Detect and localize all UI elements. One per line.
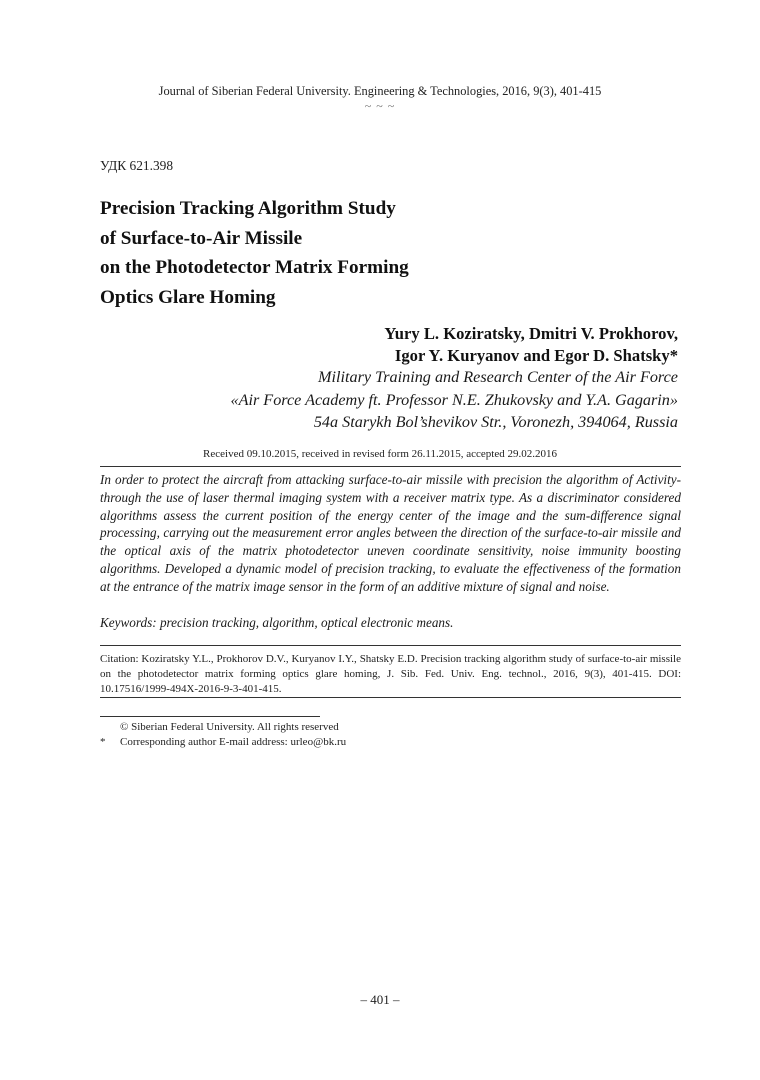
footnote-rule bbox=[100, 716, 320, 717]
authors-line: Igor Y. Kuryanov and Egor D. Shatsky* bbox=[394, 346, 678, 365]
title-line: of Surface-to-Air Missile bbox=[100, 227, 303, 249]
article-title bbox=[100, 194, 660, 312]
affiliation bbox=[230, 366, 678, 434]
journal-header: Journal of Siberian Federal University. Engineering & Technologies, 2016, 9(3), 401-415 bbox=[158, 84, 602, 98]
affiliation-line: 54a Starykh Bol’shevikov Str., Voronezh, 394064, Russia bbox=[313, 413, 678, 431]
authors-line: Yury L. Koziratsky, Dmitri V. Prokhorov, bbox=[384, 324, 678, 343]
corresponding-author-email: Corresponding author E-mail address: urleo@bk.ru bbox=[120, 736, 347, 748]
udk-code: УДК 621.398 bbox=[100, 158, 174, 173]
abstract-text: In order to protect the aircraft from attacking surface-to-air missile with precision the algorithm of Activity-through the use of laser thermal imaging system with a receiver matrix type. As a discriminator considered algorithms assess the current position of the energy center of the image and the sum-difference signal processing, carrying out the measurement error angles between the direction of the surface-to-air missile and the optical axis of the matrix photodetector uneven coordinate sensitivity, noise immunity boosting algorithms. Developed a dynamic model of precision tracking, to evaluate the effectiveness of the formation at the entrance of the matrix image sensor in the form of an additive mixture of signal and noise. bbox=[100, 472, 681, 594]
citation-top-rule bbox=[100, 645, 681, 646]
title-line: Optics Glare Homing bbox=[100, 286, 276, 308]
affiliation-line: Military Training and Research Center of the Air Force bbox=[318, 368, 678, 386]
title-line: Precision Tracking Algorithm Study bbox=[100, 198, 396, 219]
affiliation-line: «Air Force Academy ft. Professor N.E. Zhukovsky and Y.A. Gagarin» bbox=[230, 390, 678, 409]
citation-text: Citation: Koziratsky Y.L., Prokhorov D.V., Kuryanov I.Y., Shatsky E.D. Precision tracking algorithm study of surface-to-air missile on the photodetector matrix forming optics glare homing, J. Sib. Fed. Univ. Eng. technol., 2016, 9(3), 401-415. DOI: 10.17516/1999-494X-2016-9-3-401-415. bbox=[100, 653, 681, 695]
footnote-corresponding bbox=[100, 736, 500, 750]
header-ornament: ~ ~ ~ bbox=[364, 99, 396, 113]
received-dates: Received 09.10.2015, received in revised form 26.11.2015, accepted 29.02.2016 bbox=[203, 448, 557, 460]
footnote-copyright bbox=[100, 721, 500, 735]
keywords: Keywords: precision tracking, algorithm, optical electronic means. bbox=[100, 615, 454, 630]
title-line: on the Photodetector Matrix Forming bbox=[100, 257, 409, 278]
asterisk-mark: * bbox=[100, 736, 106, 748]
abstract-top-rule bbox=[100, 466, 681, 467]
authors bbox=[384, 323, 678, 367]
citation-bottom-rule bbox=[100, 697, 681, 698]
copyright-text: © Siberian Federal University. All rights reserved bbox=[120, 721, 339, 733]
page-number: – 401 – bbox=[360, 992, 400, 1007]
